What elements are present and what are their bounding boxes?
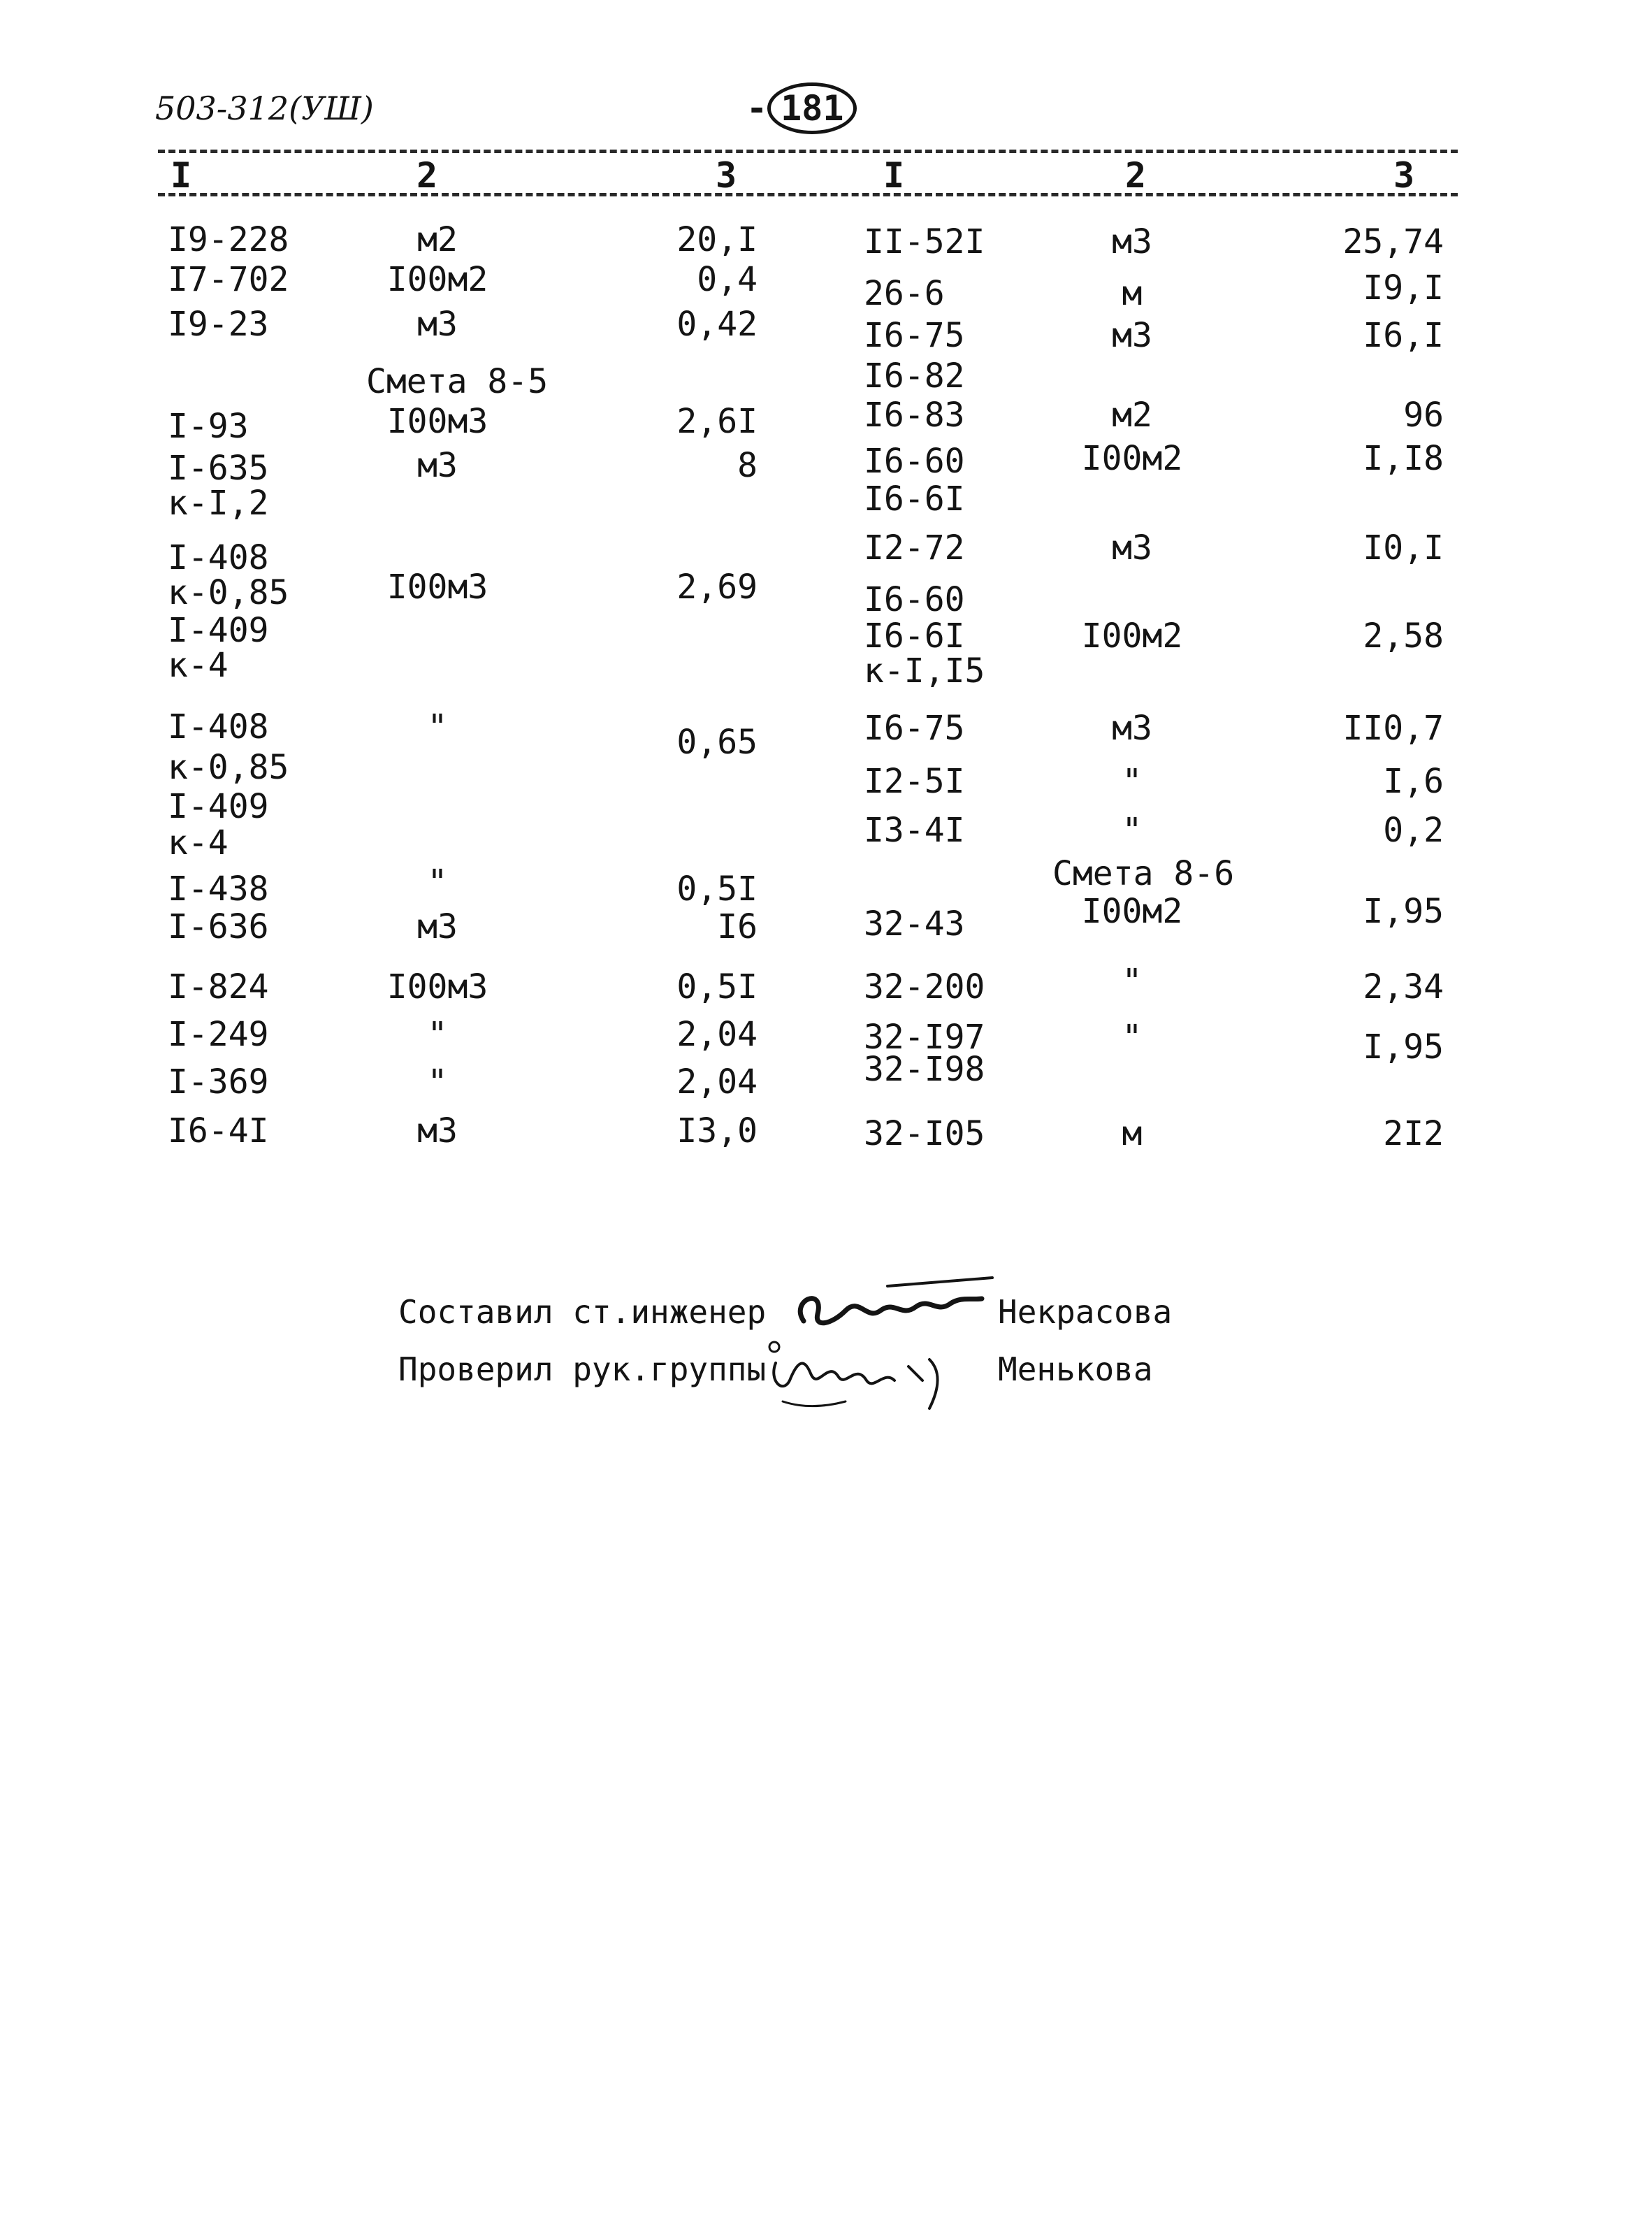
- right-row-code: I3-4I: [864, 811, 965, 850]
- right-row-code: 32-43: [864, 904, 965, 944]
- checked-by-name: Менькова: [998, 1350, 1153, 1388]
- right-row-code: I2-5I: [864, 762, 965, 801]
- page-number-dash: -: [746, 88, 768, 129]
- right-row-code: 32-200: [864, 967, 985, 1007]
- right-row-code: 26-6: [864, 274, 945, 313]
- right-row-value: I,95: [1363, 1027, 1444, 1067]
- right-row-unit: ": [1122, 1018, 1143, 1057]
- header-left-col1: I: [171, 155, 192, 196]
- left-row-unit: ": [427, 707, 448, 746]
- right-row-value: I,95: [1363, 892, 1444, 931]
- right-row-code: 32-I97: [864, 1018, 985, 1057]
- right-row-value: I,I8: [1363, 439, 1444, 478]
- right-row-value: II0,7: [1342, 709, 1444, 748]
- left-row-unit: ": [427, 1015, 448, 1054]
- right-row-value: 96: [1403, 396, 1444, 435]
- left-row-unit: I00м3: [386, 402, 488, 441]
- right-row-unit: м: [1122, 274, 1143, 313]
- right-row-value: 2,34: [1363, 967, 1444, 1007]
- left-row-unit: м3: [417, 446, 458, 485]
- header-right-col3: 3: [1393, 155, 1415, 196]
- estimate-heading-8-5: Смета 8-5: [366, 362, 549, 401]
- right-row-code: I2-72: [864, 528, 965, 568]
- right-row-value: 25,74: [1342, 222, 1444, 261]
- right-row-code: I6-83: [864, 396, 965, 435]
- left-row-unit: I00м2: [386, 260, 488, 299]
- right-row-code: I6-6I: [864, 479, 965, 519]
- checked-by-label: Проверил рук.группы: [398, 1350, 767, 1388]
- left-row-value: 0,42: [676, 305, 758, 344]
- left-row-value: 8: [737, 446, 758, 485]
- left-row-code: I-409: [168, 611, 269, 650]
- left-row-unit: ": [427, 863, 448, 902]
- left-row-unit: м3: [417, 907, 458, 946]
- document-code: 503-312(УШ): [155, 89, 374, 127]
- left-row-code: I-409: [168, 787, 269, 826]
- left-row-code: к-4: [168, 823, 229, 863]
- right-row-unit: м3: [1112, 316, 1152, 355]
- left-row-unit: м3: [417, 1111, 458, 1150]
- right-row-unit: м3: [1112, 222, 1152, 261]
- left-row-code: I-408: [168, 707, 269, 746]
- header-left-col2: 2: [416, 155, 438, 196]
- right-row-code: I6-82: [864, 356, 965, 396]
- left-row-value: 0,5I: [676, 870, 758, 909]
- right-row-code: I6-6I: [864, 616, 965, 656]
- left-row-code: I-636: [168, 907, 269, 946]
- left-row-code: I-369: [168, 1062, 269, 1102]
- left-row-code: к-0,85: [168, 573, 289, 612]
- left-row-code: I-93: [168, 407, 249, 446]
- estimate-heading-8-6: Смета 8-6: [1052, 854, 1235, 893]
- right-row-unit: ": [1122, 762, 1143, 801]
- right-row-value: I,6: [1383, 762, 1444, 801]
- right-row-code: I6-75: [864, 316, 965, 355]
- left-row-code: I-824: [168, 967, 269, 1007]
- right-row-code: I6-60: [864, 442, 965, 481]
- left-row-value: 2,69: [676, 568, 758, 607]
- left-row-value: 2,04: [676, 1015, 758, 1054]
- left-row-code: I-249: [168, 1015, 269, 1054]
- compiled-by-label: Составил ст.инженер: [398, 1293, 767, 1331]
- left-row-value: 20,I: [676, 220, 758, 259]
- left-row-unit: м2: [417, 220, 458, 259]
- left-row-code: I6-4I: [168, 1111, 269, 1150]
- header-right-col2: 2: [1125, 155, 1147, 196]
- right-row-unit: I00м2: [1081, 439, 1183, 478]
- right-row-value: I0,I: [1363, 528, 1444, 568]
- left-row-code: I9-23: [168, 305, 269, 344]
- right-row-value: 0,2: [1383, 811, 1444, 850]
- left-row-value: I6: [717, 907, 758, 946]
- left-row-code: I-635: [168, 449, 269, 488]
- left-row-value: 0,65: [676, 723, 758, 762]
- left-row-value: 2,04: [676, 1062, 758, 1102]
- left-row-code: к-4: [168, 646, 229, 685]
- header-top-rule: [158, 150, 1458, 153]
- right-row-unit: м2: [1112, 396, 1152, 435]
- right-row-unit: ": [1122, 811, 1143, 850]
- left-row-unit: I00м3: [386, 568, 488, 607]
- checked-signature: [762, 1332, 985, 1422]
- header-bottom-rule: [158, 193, 1458, 196]
- right-row-code: 32-I05: [864, 1114, 985, 1153]
- left-row-code: к-0,85: [168, 748, 289, 787]
- page-number: [746, 82, 857, 134]
- right-row-unit: I00м2: [1081, 616, 1183, 656]
- left-row-unit: I00м3: [386, 967, 488, 1007]
- left-row-code: I-438: [168, 870, 269, 909]
- left-row-code: I7-702: [168, 260, 289, 299]
- left-row-value: 2,6I: [676, 402, 758, 441]
- right-row-value: 2I2: [1383, 1114, 1444, 1153]
- left-row-unit: м3: [417, 305, 458, 344]
- right-row-unit: м: [1122, 1114, 1143, 1153]
- left-row-code: I-408: [168, 538, 269, 577]
- right-row-code: II-52I: [864, 222, 985, 261]
- left-row-value: 0,4: [697, 260, 758, 299]
- compiled-by-name: Некрасова: [998, 1293, 1173, 1331]
- right-row-unit: м3: [1112, 528, 1152, 568]
- right-row-unit: ": [1122, 962, 1143, 1001]
- header-left-col3: 3: [716, 155, 737, 196]
- right-row-unit: м3: [1112, 709, 1152, 748]
- right-row-unit: I00м2: [1081, 892, 1183, 931]
- header-right-col1: I: [883, 155, 905, 196]
- right-row-code: I6-75: [864, 709, 965, 748]
- left-row-code: к-I,2: [168, 484, 269, 523]
- left-row-value: 0,5I: [676, 967, 758, 1007]
- left-row-value: I3,0: [676, 1111, 758, 1150]
- left-row-code: I9-228: [168, 220, 289, 259]
- left-row-unit: ": [427, 1062, 448, 1102]
- right-row-value: I9,I: [1363, 268, 1444, 308]
- right-row-code: 32-I98: [864, 1050, 985, 1089]
- right-row-code: I6-60: [864, 580, 965, 619]
- page-number-value: 181: [767, 82, 857, 134]
- right-row-value: I6,I: [1363, 316, 1444, 355]
- right-row-value: 2,58: [1363, 616, 1444, 656]
- right-row-code: к-I,I5: [864, 651, 985, 691]
